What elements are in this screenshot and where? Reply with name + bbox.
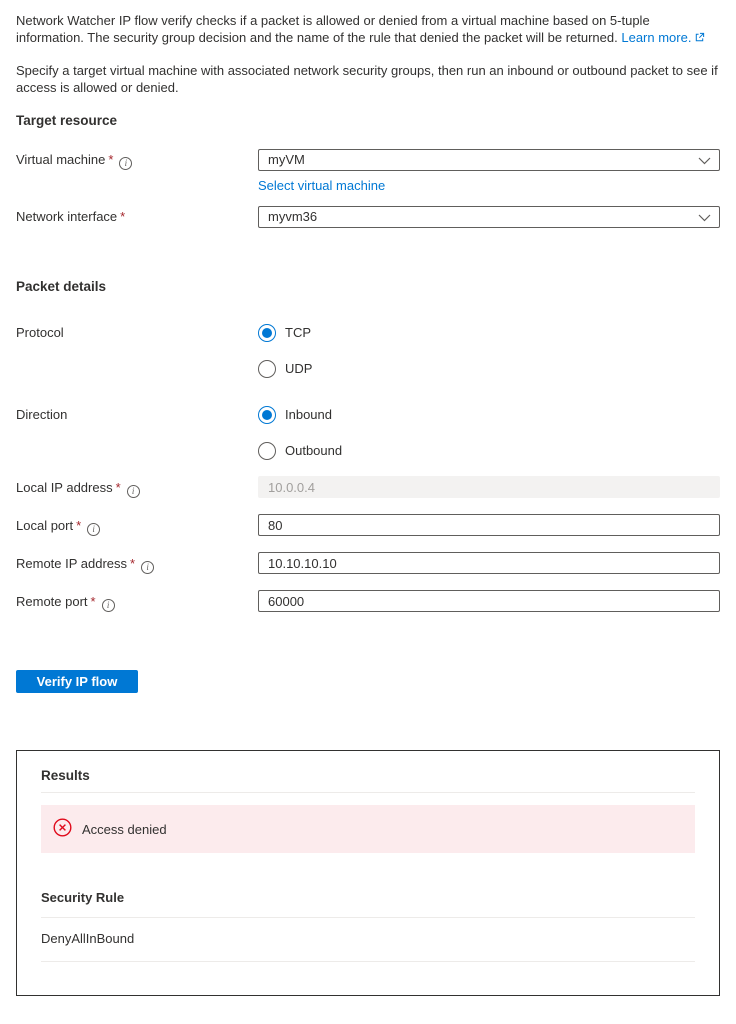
remote-ip-label: [16, 552, 258, 574]
chevron-down-icon: [698, 153, 711, 168]
radio-inbound[interactable]: [258, 406, 720, 424]
error-circle-x-icon: [53, 818, 72, 840]
info-icon[interactable]: i: [141, 561, 154, 574]
remote-ip-row: [16, 552, 720, 574]
network-interface-label-text: Network interface: [16, 209, 118, 224]
info-icon[interactable]: i: [102, 599, 115, 612]
virtual-machine-row: [16, 149, 720, 171]
security-rule-header: Security Rule: [41, 890, 695, 918]
external-link-icon: [694, 30, 705, 47]
intro-paragraph-2: Specify a target virtual machine with associated network security groups, then run an inbound or outbound packet to see if access is allowed or denied.: [16, 63, 718, 95]
direction-group: [16, 404, 720, 460]
network-interface-row: [16, 206, 720, 228]
access-denied-banner: [41, 805, 695, 853]
target-resource-heading: Target resource: [16, 113, 118, 128]
virtual-machine-dropdown[interactable]: [258, 149, 720, 171]
radio-tcp[interactable]: [258, 324, 720, 342]
status-text: Access denied: [82, 821, 167, 837]
direction-label: Direction: [16, 407, 68, 422]
network-interface-label: [16, 206, 258, 225]
select-vm-link-row: [258, 178, 720, 193]
security-rule-row: DenyAllInBound: [41, 918, 695, 962]
virtual-machine-label-text: Virtual machine: [16, 152, 106, 167]
remote-port-input[interactable]: [258, 590, 720, 612]
remote-port-label: [16, 590, 258, 612]
required-asterisk: *: [120, 209, 126, 224]
radio-inbound-label: Inbound: [285, 407, 332, 422]
results-panel: [16, 750, 720, 996]
local-port-input[interactable]: [258, 514, 720, 536]
required-asterisk: *: [130, 556, 136, 571]
local-ip-label-text: Local IP address: [16, 480, 113, 495]
protocol-label: Protocol: [16, 325, 64, 340]
remote-ip-input[interactable]: [258, 552, 720, 574]
radio-circle-icon: [258, 324, 276, 342]
remote-port-label-text: Remote port: [16, 594, 88, 609]
radio-circle-icon: [258, 360, 276, 378]
network-interface-value: myvm36: [268, 209, 318, 224]
intro-paragraph-1: [16, 12, 720, 47]
radio-outbound-label: Outbound: [285, 443, 343, 458]
local-port-row: [16, 514, 720, 536]
remote-ip-label-text: Remote IP address: [16, 556, 128, 571]
chevron-down-icon: [698, 210, 711, 225]
info-icon[interactable]: i: [127, 485, 140, 498]
learn-more-label: Learn more.: [621, 30, 692, 45]
radio-tcp-label: TCP: [285, 325, 311, 340]
intro-text-1: Network Watcher IP flow verify checks if a packet is allowed or denied from a virtual machine based on 5-tuple information. The security group decision and the name of the rule that denied the packet will be returned.: [16, 13, 650, 45]
learn-more-link[interactable]: [621, 30, 705, 45]
radio-udp[interactable]: [258, 360, 720, 378]
required-asterisk: *: [115, 480, 121, 495]
select-virtual-machine-link[interactable]: Select virtual machine: [258, 178, 386, 193]
required-asterisk: *: [108, 152, 114, 167]
radio-udp-label: UDP: [285, 361, 313, 376]
virtual-machine-value: myVM: [268, 152, 305, 167]
remote-port-row: [16, 590, 720, 612]
protocol-group: [16, 322, 720, 378]
radio-circle-icon: [258, 442, 276, 460]
results-heading: Results: [41, 768, 695, 793]
packet-details-heading: Packet details: [16, 279, 107, 294]
local-ip-row: [16, 476, 720, 498]
required-asterisk: *: [76, 518, 82, 533]
info-icon[interactable]: i: [87, 523, 100, 536]
virtual-machine-label: [16, 149, 258, 170]
local-port-label-text: Local port: [16, 518, 74, 533]
radio-circle-icon: [258, 406, 276, 424]
local-ip-input: [258, 476, 720, 498]
network-interface-dropdown[interactable]: [258, 206, 720, 228]
info-icon[interactable]: i: [119, 157, 132, 170]
verify-ip-flow-button[interactable]: Verify IP flow: [16, 670, 138, 693]
local-ip-label: [16, 476, 258, 498]
intro-section: [16, 12, 720, 96]
required-asterisk: *: [90, 594, 96, 609]
radio-outbound[interactable]: [258, 442, 720, 460]
security-rule-table: [41, 890, 695, 962]
local-port-label: [16, 514, 258, 536]
